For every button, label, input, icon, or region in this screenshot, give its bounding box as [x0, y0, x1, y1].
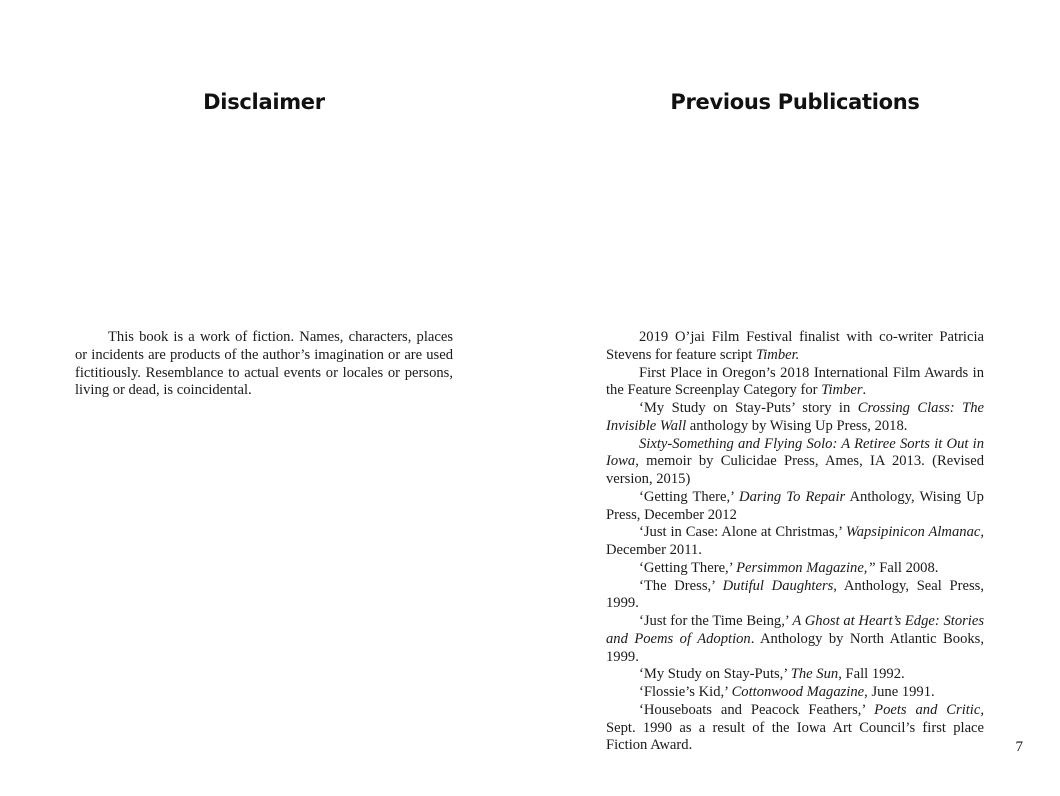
- publication-entry: [606, 489, 984, 525]
- publication-entry: [606, 666, 984, 684]
- disclaimer-paragraph: This book is a work of fiction. Names, characters, places or incidents are products of the author’s imagination or are used fictitiously. Resemblance to actual events or locales or persons, living or dead, is coincidental.: [75, 329, 453, 399]
- entry-text: ‘Flossie’s Kid,’: [639, 684, 732, 700]
- entry-text: anthology by Wising Up Press, 2018.: [686, 417, 908, 434]
- entry-text: ‘Houseboats and Peacock Feathers,’: [639, 701, 875, 718]
- publication-entry: [606, 436, 984, 489]
- publication-entry: [606, 365, 984, 401]
- publications-list: [606, 329, 984, 755]
- entry-text: . Anthology by North Atlantic Books, 1999.: [606, 630, 984, 665]
- entry-text: ‘The Dress,’: [639, 577, 723, 594]
- publication-entry: [606, 702, 984, 755]
- entry-text: Sept. 1990 as a result of the Iowa Art Council’s first place Fiction Award.: [606, 719, 984, 754]
- publication-entry: [606, 684, 984, 702]
- entry-title: Cottonwood Magazine: [731, 684, 865, 700]
- entry-text: Fall 1992.: [841, 666, 905, 683]
- publication-entry: [606, 560, 984, 578]
- entry-title: A Ghost at Heart’s Edge: Stories and Poems of Adoption: [606, 613, 985, 647]
- entry-title: The Sun,: [790, 666, 842, 683]
- entry-text: December 2011.: [606, 542, 702, 558]
- entry-title: Poets and Critic,: [874, 701, 984, 718]
- entry-title: Crossing Class: The Invisible Wall: [606, 400, 984, 434]
- disclaimer-body: [75, 329, 453, 400]
- entry-text: Fall 2008.: [875, 559, 939, 576]
- entry-title: Dutiful Daughters,: [722, 577, 837, 594]
- disclaimer-heading: Disclaimer: [203, 90, 325, 114]
- entry-title: Daring To Repair: [739, 488, 846, 505]
- entry-title: Timber.: [755, 346, 800, 363]
- entry-text: .: [862, 382, 867, 399]
- entry-title: Timber: [821, 382, 863, 399]
- entry-text: ‘Getting There,’: [639, 559, 737, 576]
- entry-text: , June 1991.: [864, 684, 935, 700]
- entry-text: , memoir by Culicidae Press, Ames, IA 2013. (Revised version, 2015): [606, 453, 984, 487]
- right-page: [530, 0, 1060, 796]
- publication-entry: [606, 524, 984, 560]
- publication-entry: [606, 613, 984, 666]
- entry-text: Anthology, Seal Press, 1999.: [606, 577, 984, 612]
- previous-publications-heading: Previous Publications: [670, 90, 920, 114]
- entry-title: Sixty-Something and Flying Solo: A Retiree Sorts it Out in Iowa: [606, 435, 984, 470]
- publication-entry: [606, 400, 984, 436]
- publication-entry: [606, 329, 984, 365]
- entry-text: Anthology, Wising Up Press, December 2012: [606, 488, 984, 523]
- entry-text: First Place in Oregon’s 2018 International Film Awards in the Feature Screenplay Category for: [606, 364, 984, 399]
- entry-text: ‘Just for the Time Being,’: [639, 613, 793, 629]
- publication-entry: [606, 578, 984, 614]
- page-number: 7: [1015, 739, 1023, 755]
- entry-text: ‘Just in Case: Alone at Christmas,’: [639, 524, 846, 541]
- entry-text: ‘My Study on Stay-Puts,’: [639, 666, 791, 683]
- entry-text: ‘Getting There,’: [639, 488, 740, 505]
- entry-text: 2019 O’jai Film Festival finalist with co-writer Patricia Stevens for feature script: [606, 329, 984, 363]
- entry-title: Wapsipinicon Almanac,: [845, 524, 984, 541]
- entry-text: ‘My Study on Stay-Puts’ story in: [639, 400, 858, 416]
- entry-title: Persimmon Magazine,”: [736, 559, 876, 576]
